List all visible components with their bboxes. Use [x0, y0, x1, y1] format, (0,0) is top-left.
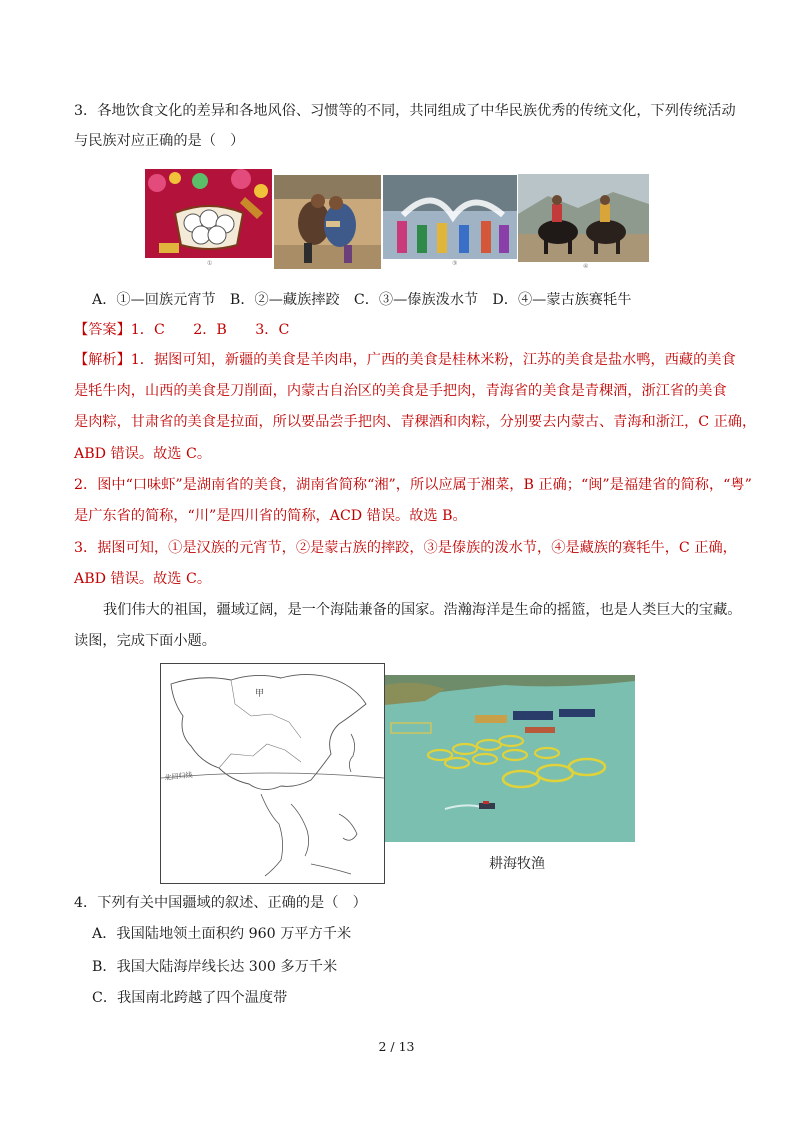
q3-stem-line1: 3．各地饮食文化的差异和各地风俗、习惯等的不同，共同组成了中华民族优秀的传统文化，下列传统活动: [74, 103, 736, 119]
marine-ranching-photo: [385, 675, 635, 842]
q4-option-a: A．我国陆地领土面积约 960 万平方千米: [92, 926, 352, 942]
yak-racing-image: [518, 174, 649, 262]
answer-text: 1．C 2．B 3．C: [130, 322, 290, 338]
page-number: 2 / 13: [378, 1039, 415, 1054]
image-label-1: ①: [207, 260, 213, 267]
q4-stem: 4．下列有关中国疆域的叙述、正确的是（ ）: [74, 895, 367, 911]
answer-line: [74, 320, 289, 340]
photo-caption: 耕海牧渔: [489, 856, 545, 872]
analysis-line-5: 2．图中“口味虾”是湖南省的美食，湖南省简称“湘”，所以应属于湘菜，B 正确；“闽”是福建省的简称，“粤”: [74, 477, 752, 493]
analysis-line-8: ABD 错误。故选 C。: [74, 571, 212, 587]
analysis-tag: 【解析】: [74, 352, 131, 368]
analysis-line-6: 是广东省的简称，“川”是四川省的简称，ACD 错误。故选 B。: [74, 508, 467, 524]
analysis-line-4: ABD 错误。故选 C。: [74, 446, 212, 462]
china-outline-map: [160, 663, 385, 884]
q4-option-b: B．我国大陆海岸线长达 300 多万千米: [92, 959, 338, 975]
analysis-line-7: 3．据图可知，①是汉族的元宵节，②是蒙古族的摔跤，③是傣族的泼水节，④是藏族的赛牦牛，C 正确，: [74, 540, 737, 556]
analysis-line-2: 是牦牛肉，山西的美食是刀削面，内蒙古自治区的美食是手把肉，青海省的美食是青稞酒，浙江省的美食: [74, 383, 727, 399]
analysis-line-3: 是肉粽，甘肃省的美食是拉面，所以要品尝手把肉、青稞酒和肉粽，分别要去内蒙古、青海和浙江，C 正确，: [74, 414, 757, 430]
map-label-tropic: 北回归线: [164, 771, 193, 782]
wrestling-image: [274, 175, 381, 269]
answer-tag: 【答案】: [74, 322, 131, 338]
q4-option-c: C．我国南北跨越了四个温度带: [92, 990, 288, 1006]
analysis-line-1: 【解析】1．据图可知，新疆的美食是羊肉串，广西的美食是桂林米粉，江苏的美食是盐水鸭，西藏的美食: [74, 352, 736, 368]
q3-stem-line2: 与民族对应正确的是（ ）: [74, 133, 245, 149]
image-label-3: ③: [452, 260, 458, 267]
map-label-jia: 甲: [255, 689, 265, 699]
q3-options: A．①—回族元宵节 B．②—藏族摔跤 C．③—傣族泼水节 D．④—蒙古族赛牦牛: [92, 292, 632, 308]
intro-line1: 我们伟大的祖国，疆域辽阔，是一个海陆兼备的国家。浩瀚海洋是生命的摇篮，也是人类巨大的宝藏。: [103, 602, 742, 618]
image-label-4: ④: [583, 263, 589, 270]
water-splashing-image: [383, 175, 517, 259]
intro-line2: 读图，完成下面小题。: [74, 633, 216, 649]
lantern-festival-image: [145, 169, 272, 258]
